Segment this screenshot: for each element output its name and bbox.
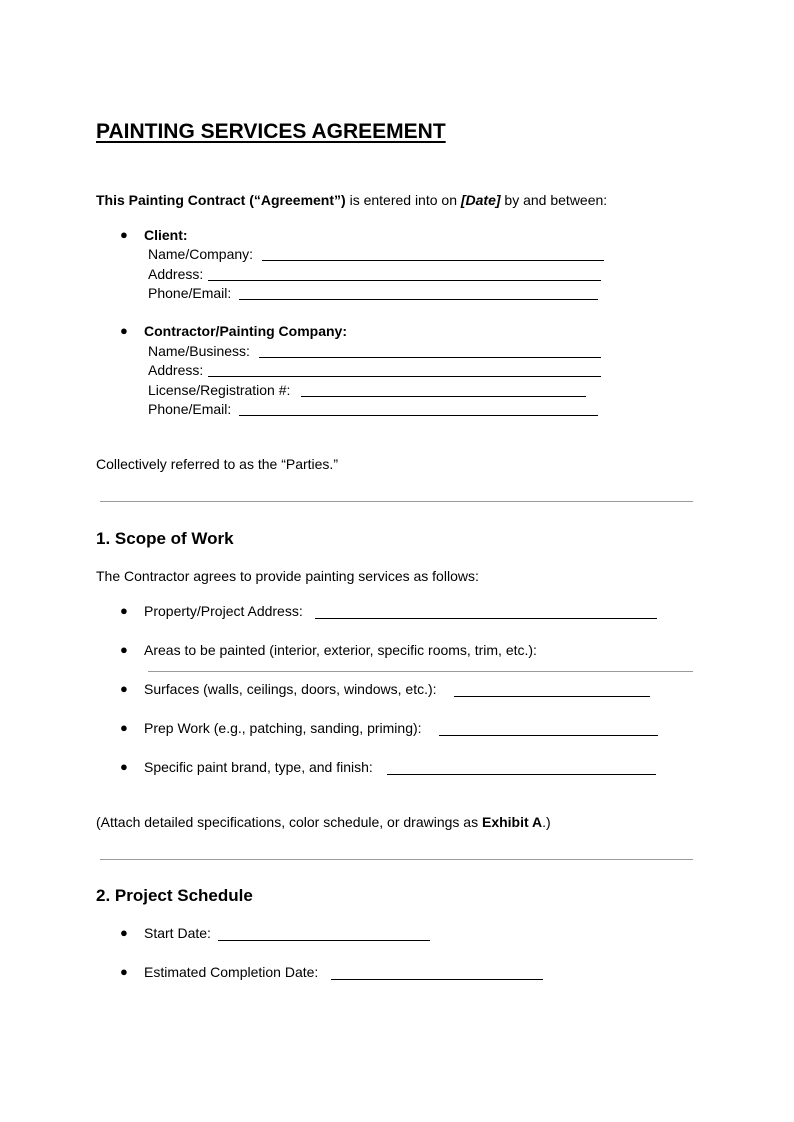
bullet-icon: ● bbox=[120, 227, 128, 242]
client-name-label: Name/Company: bbox=[148, 246, 254, 262]
scope-item-prep-field[interactable] bbox=[439, 735, 658, 736]
bullet-icon: ● bbox=[120, 925, 128, 940]
contractor-address-label: Address: bbox=[148, 362, 204, 378]
client-address-field[interactable] bbox=[208, 280, 601, 281]
schedule-completion-label: Estimated Completion Date: bbox=[144, 964, 319, 980]
section-divider bbox=[100, 501, 693, 502]
scope-item-paint-label: Specific paint brand, type, and finish: bbox=[144, 759, 373, 775]
bullet-icon: ● bbox=[120, 603, 128, 618]
scope-item-areas-label: Areas to be painted (interior, exterior, specific rooms, trim, etc.): bbox=[144, 642, 537, 658]
intro-end: by and between: bbox=[500, 192, 608, 208]
schedule-completion-field[interactable] bbox=[331, 979, 543, 980]
contractor-name-label: Name/Business: bbox=[148, 343, 250, 359]
scope-item-surfaces-field[interactable] bbox=[454, 696, 650, 697]
bullet-icon: ● bbox=[120, 720, 128, 735]
exhibit-note-pre: (Attach detailed specifications, color schedule, or drawings as bbox=[96, 814, 482, 830]
intro-date-placeholder: [Date] bbox=[460, 192, 501, 208]
bullet-icon: ● bbox=[120, 642, 128, 657]
parties-text: Collectively referred to as the “Parties.” bbox=[96, 456, 338, 472]
scope-item-address-field[interactable] bbox=[315, 618, 657, 619]
contractor-heading: Contractor/Painting Company: bbox=[144, 323, 348, 339]
scope-item-surfaces-label: Surfaces (walls, ceilings, doors, windows, etc.): bbox=[144, 681, 437, 697]
schedule-heading: 2. Project Schedule bbox=[96, 886, 253, 905]
scope-heading: 1. Scope of Work bbox=[96, 529, 234, 548]
client-name-field[interactable] bbox=[262, 260, 604, 261]
schedule-start-field[interactable] bbox=[218, 940, 430, 941]
bullet-icon: ● bbox=[120, 964, 128, 979]
client-address-label: Address: bbox=[148, 266, 204, 282]
scope-item-prep-label: Prep Work (e.g., patching, sanding, priming): bbox=[144, 720, 422, 736]
contractor-phone-field[interactable] bbox=[239, 415, 598, 416]
section-divider bbox=[100, 859, 693, 860]
client-phone-label: Phone/Email: bbox=[148, 285, 232, 301]
client-heading: Client: bbox=[144, 227, 188, 243]
bullet-icon: ● bbox=[120, 323, 128, 338]
contractor-license-label: License/Registration #: bbox=[148, 382, 291, 398]
bullet-icon: ● bbox=[120, 681, 128, 696]
scope-item-areas-field[interactable] bbox=[148, 671, 693, 672]
exhibit-note bbox=[96, 813, 551, 831]
intro-mid: is entered into on bbox=[345, 192, 461, 208]
contractor-address-field[interactable] bbox=[208, 376, 601, 377]
intro-bold: This Painting Contract (“Agreement”) bbox=[96, 192, 346, 208]
exhibit-note-bold: Exhibit A bbox=[481, 814, 543, 830]
scope-intro: The Contractor agrees to provide painting services as follows: bbox=[96, 568, 479, 584]
scope-item-address-label: Property/Project Address: bbox=[144, 603, 303, 619]
exhibit-note-post: .) bbox=[542, 814, 551, 830]
schedule-start-label: Start Date: bbox=[144, 925, 211, 941]
intro-paragraph bbox=[96, 191, 607, 209]
scope-item-paint-field[interactable] bbox=[387, 774, 656, 775]
bullet-icon: ● bbox=[120, 759, 128, 774]
contractor-phone-label: Phone/Email: bbox=[148, 401, 232, 417]
contractor-name-field[interactable] bbox=[259, 357, 601, 358]
client-phone-field[interactable] bbox=[239, 299, 598, 300]
document-title: PAINTING SERVICES AGREEMENT bbox=[96, 120, 446, 143]
contractor-license-field[interactable] bbox=[301, 396, 586, 397]
